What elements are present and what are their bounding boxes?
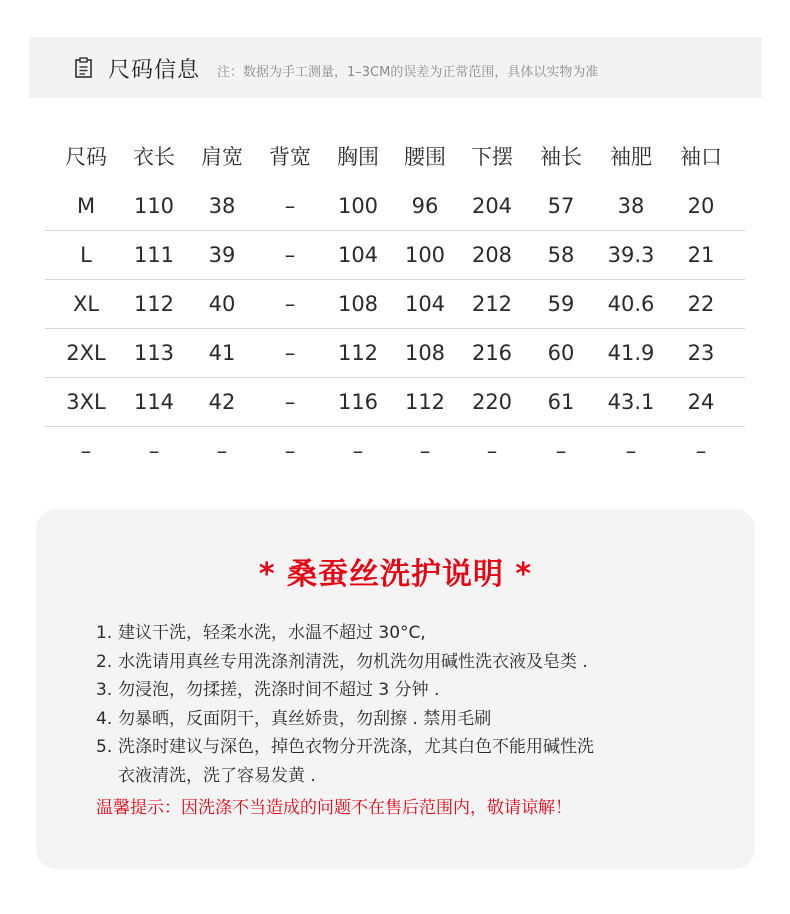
item-text: 勿浸泡，勿揉搓，洗涤时间不超过 3 分钟 . (118, 680, 440, 700)
table-cell: 61 (547, 390, 575, 414)
item-number: 1. (96, 623, 113, 643)
table-cell: 100 (337, 194, 379, 218)
table-cell: – (284, 390, 296, 414)
table-cell: 104 (337, 243, 379, 267)
table-cell: 43.1 (607, 390, 655, 414)
table-cell: 116 (337, 390, 379, 414)
list-item (96, 733, 736, 762)
table-cell: XL (72, 292, 100, 316)
table-cell: 41 (208, 341, 236, 365)
section-title: 尺码信息 (108, 58, 201, 83)
item-number: 5. (96, 737, 113, 757)
table-cell: 108 (404, 341, 446, 365)
table-cell: 110 (133, 194, 175, 218)
list-item (96, 676, 736, 705)
clipboard-icon (75, 57, 92, 78)
table-cell: 216 (471, 341, 513, 365)
table-cell: 112 (133, 292, 175, 316)
size-table (45, 132, 745, 475)
table-cell: 112 (337, 341, 379, 365)
column-header: 袖长 (540, 145, 582, 169)
table-cell: 41.9 (607, 341, 655, 365)
table-cell: – (625, 439, 637, 463)
table-cell: – (352, 439, 364, 463)
table-cell: 108 (337, 292, 379, 316)
table-cell: – (419, 439, 431, 463)
table-cell: 38 (208, 194, 236, 218)
item-text: 水洗请用真丝专用洗涤剂清洗，勿机洗勿用碱性洗衣液及皂类 . (118, 651, 588, 672)
table-cell: – (284, 194, 296, 218)
column-header: 尺码 (65, 145, 107, 169)
column-header: 袖口 (680, 145, 722, 169)
list-item (96, 648, 736, 677)
table-cell: 104 (404, 292, 446, 316)
item-text: 建议干洗，轻柔水洗，水温不超过 30°C, (118, 623, 426, 643)
measurement-note: 注：数据为手工测量，1–3CM的误差为正常范围，具体以实物为准 (217, 65, 599, 80)
column-header: 胸围 (337, 145, 379, 169)
table-header-row (45, 132, 745, 182)
column-header: 袖肥 (610, 145, 652, 169)
table-cell: – (284, 243, 296, 267)
table-cell: – (486, 439, 498, 463)
column-header: 下摆 (471, 145, 513, 169)
item-number: 4. (96, 708, 113, 729)
column-header: 衣长 (133, 145, 175, 169)
table-cell: 59 (547, 292, 575, 316)
item-text: 洗涤时建议与深色，掉色衣物分开洗涤，尤其白色不能用碱性洗 (118, 737, 594, 757)
table-cell: 112 (404, 390, 446, 414)
table-cell: 212 (471, 292, 513, 316)
care-list (96, 619, 736, 790)
column-header: 肩宽 (201, 145, 243, 169)
table-cell: 220 (471, 390, 513, 414)
table-cell: 58 (547, 243, 575, 267)
table-cell: – (695, 439, 707, 463)
table-cell: 100 (404, 243, 446, 267)
table-cell: – (555, 439, 567, 463)
table-cell: – (80, 439, 92, 463)
list-item (96, 705, 736, 734)
table-cell: 111 (133, 243, 175, 267)
table-cell: 22 (687, 292, 715, 316)
table-cell: 24 (687, 390, 715, 414)
table-cell: 114 (133, 390, 175, 414)
table-row (45, 182, 745, 231)
table-cell: – (284, 439, 296, 463)
item-number: 2. (96, 651, 113, 672)
table-row (45, 231, 745, 280)
size-info-header (29, 37, 762, 98)
table-cell: – (284, 292, 296, 316)
list-item-continuation: 衣液清洗，洗了容易发黄 . (118, 765, 316, 786)
table-cell: 42 (208, 390, 236, 414)
table-cell: 38 (617, 194, 645, 218)
table-cell: 204 (471, 194, 513, 218)
table-cell: 39 (208, 243, 236, 267)
table-row (45, 329, 745, 378)
table-cell: – (216, 439, 228, 463)
table-cell: 96 (411, 194, 439, 218)
table-cell: 113 (133, 341, 175, 365)
table-row (45, 280, 745, 329)
table-cell: 60 (547, 341, 575, 365)
list-item (96, 619, 736, 648)
table-cell: – (148, 439, 160, 463)
table-row (45, 378, 745, 427)
table-cell: – (284, 341, 296, 365)
table-cell: 40 (208, 292, 236, 316)
warm-tip: 温馨提示：因洗涤不当造成的问题不在售后范围内，敬请谅解！ (96, 798, 572, 818)
column-header: 背宽 (269, 145, 311, 169)
table-cell: L (80, 243, 92, 267)
table-cell: 21 (687, 243, 715, 267)
table-cell: M (76, 194, 96, 218)
table-cell: 23 (687, 341, 715, 365)
care-title: * 桑蚕丝洗护说明 * (258, 557, 533, 592)
table-cell: 20 (687, 194, 715, 218)
item-text: 勿暴晒，反面阴干，真丝娇贵，勿刮擦 . 禁用毛刷 (118, 708, 492, 729)
table-cell: 208 (471, 243, 513, 267)
table-cell: 39.3 (607, 243, 655, 267)
table-row (45, 427, 745, 475)
care-instructions-panel (36, 509, 755, 869)
item-number: 3. (96, 680, 113, 700)
table-cell: 40.6 (607, 292, 655, 316)
table-cell: 2XL (66, 341, 106, 365)
column-header: 腰围 (404, 145, 446, 169)
table-cell: 57 (547, 194, 575, 218)
table-cell: 3XL (66, 390, 106, 414)
